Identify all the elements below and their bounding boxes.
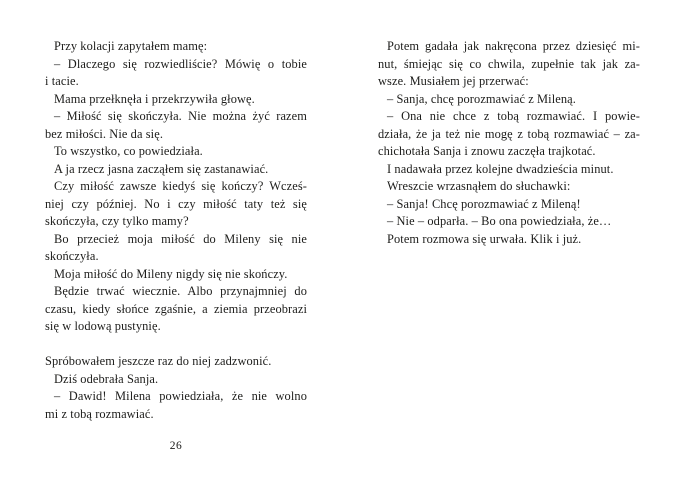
text-line: Potem gadała jak nakręcona przez dziesięć mi- [387, 39, 640, 53]
text-line: – Sanja, chcę porozmawiać z Mileną. [387, 91, 576, 106]
text-line: Przy kolacji zapytałem mamę: [54, 39, 208, 53]
text-line: skończyła. [45, 249, 99, 263]
text-line: To wszystko, co powiedziała. [54, 144, 203, 158]
text-line: mi z tobą rozmawiać. [45, 406, 154, 421]
text-line: i tacie. [45, 74, 79, 88]
text-line: Dziś odebrała Sanja. [54, 371, 159, 386]
text-line: Mama przełknęła i przekrzywiła głowę. [54, 91, 255, 106]
text-line: czasu, kiedy słońce zgaśnie, a ziemia przeobrazi [45, 301, 307, 316]
text-line: Moja miłość do Mileny nigdy się nie skończy. [54, 266, 288, 281]
text-line: Bo przecież moja miłość do Mileny się nie [54, 231, 307, 246]
text-line: – Miłość się skończyła. Nie można żyć razem [54, 109, 307, 123]
text-line: A ja rzecz jasna zacząłem się zastanawiać. [54, 161, 269, 176]
text-line: Będzie trwać wiecznie. Albo przynajmniej do [54, 284, 307, 298]
text-line: skończyła, czy tylko mamy? [45, 214, 189, 228]
text-line: chichotała Sanja i znowu zaczęła trajkotać. [378, 144, 596, 158]
text-line: – Dlaczego się rozwiedliście? Mówię o tobie [54, 56, 307, 71]
text-line: Potem rozmowa się urwała. Klik i już. [387, 231, 582, 246]
right-page-text-column [378, 38, 640, 248]
left-page-text-column [45, 38, 307, 423]
text-line: działa, że ja też nie mogę z tobą rozmawiać – za- [378, 126, 640, 141]
page-number: 26 [169, 440, 183, 452]
text-line: – Ona nie chce z tobą rozmawiać. I powie- [387, 109, 640, 123]
text-line: – Sanja! Chcę porozmawiać z Mileną! [387, 196, 581, 211]
text-line: Spróbowałem jeszcze raz do niej zadzwonić. [45, 354, 272, 368]
text-line: – Dawid! Milena powiedziała, że nie wolno [54, 389, 307, 403]
text-line: bez miłości. Nie da się. [45, 126, 164, 141]
text-line: I nadawała przez kolejne dwadzieścia minut. [387, 161, 614, 176]
text-line: Czy miłość zawsze kiedyś się kończy? Wcześ- [54, 179, 307, 193]
text-line: – Nie – odparła. – Bo ona powiedziała, że… [387, 214, 612, 228]
text-line: wsze. Musiałem jej przerwać: [378, 74, 529, 88]
text-line: nut, śmiejąc się co chwila, zupełnie tak jak za- [378, 56, 640, 71]
text-line: się w lodową pustynię. [45, 319, 161, 333]
text-line: niej czy później. No i czy miłość taty też się [45, 196, 307, 211]
blank-line [45, 336, 307, 354]
text-line: Wreszcie wrzasnąłem do słuchawki: [387, 179, 571, 193]
